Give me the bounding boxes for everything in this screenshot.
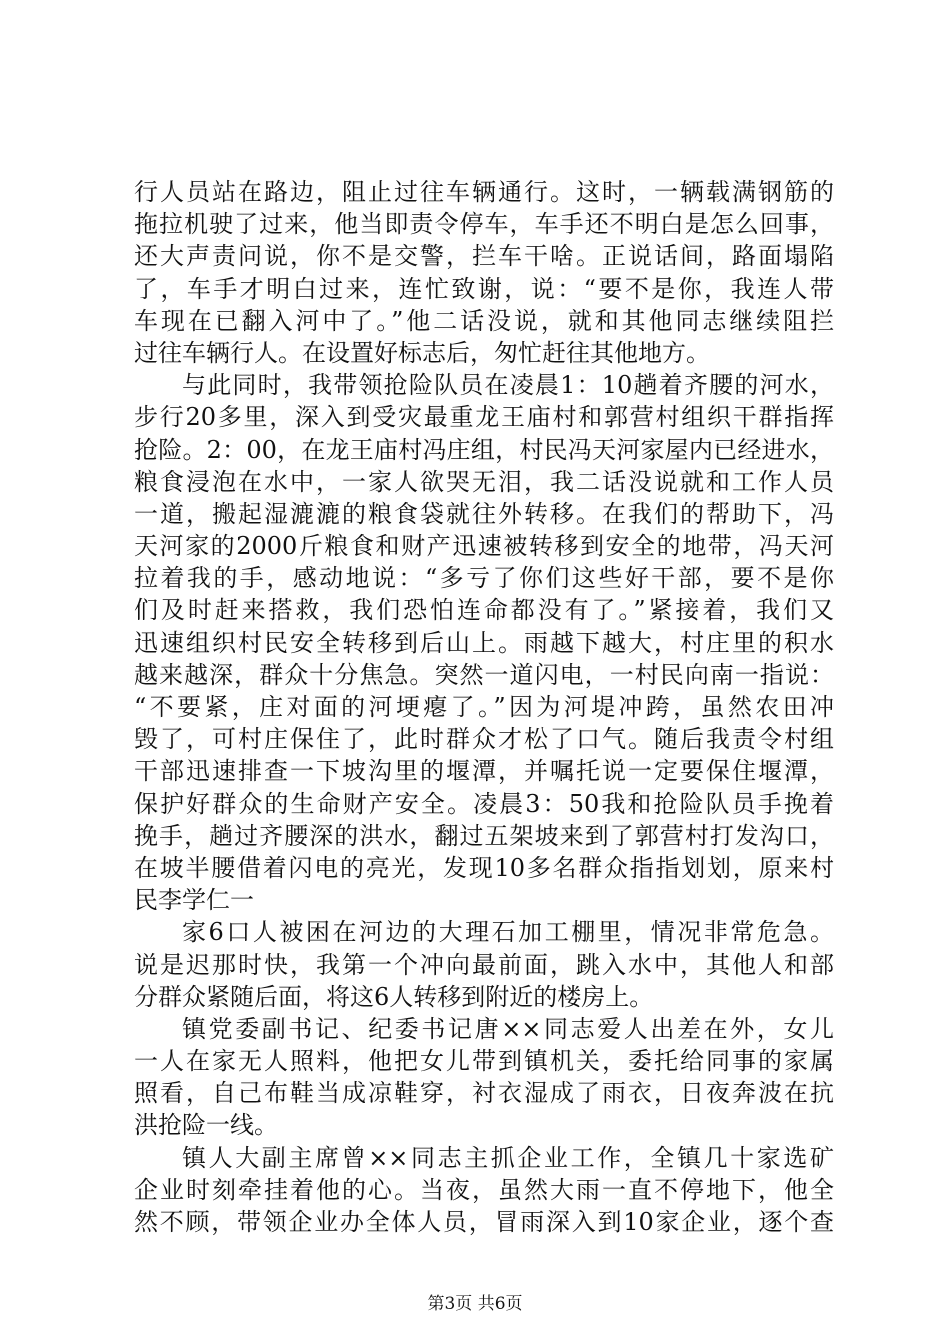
text-line: 拉着我的手，感动地说：“多亏了你们这些好干部，要不是你	[134, 564, 834, 593]
text-line: 粮食浸泡在水中，一家人欲哭无泪，我二话没说就和工作人员	[134, 467, 834, 496]
text-line: 企业时刻牵挂着他的心。当夜，虽然大雨一直不停地下，他全	[134, 1175, 834, 1204]
text-line: 民李学仁一	[134, 886, 254, 915]
text-line: 拖拉机驶了过来，他当即责令停车，车手还不明白是怎么回事，	[134, 210, 834, 239]
text-line: 保护好群众的生命财产安全。凌晨3：50我和抢险队员手挽着	[134, 789, 834, 818]
paragraph	[134, 916, 834, 1013]
paragraph	[134, 369, 834, 916]
text-line: 毁了，可村庄保住了，此时群众才松了口气。随后我责令村组	[134, 725, 834, 754]
text-line: 步行20多里，深入到受灾最重龙王庙村和郭营村组织干群指挥	[134, 403, 834, 432]
text-line: 车现在已翻入河中了。”他二话没说，就和其他同志继续阻拦	[134, 306, 834, 335]
text-line: “不要紧，庄对面的河埂瘪了。”因为河堤冲跨，虽然农田冲	[134, 693, 834, 721]
text-line: 家6口人被困在河边的大理石加工棚里，情况非常危急。	[182, 918, 834, 947]
text-line: 了，车手才明白过来，连忙致谢，说：“要不是你，我连人带	[134, 274, 834, 303]
text-line: 抢险。2：00，在龙王庙村冯庄组，村民冯天河家屋内已经进水，	[134, 435, 834, 464]
text-line: 一道，搬起湿漉漉的粮食袋就往外转移。在我们的帮助下，冯	[134, 499, 834, 528]
text-line: 干部迅速排查一下坡沟里的堰潭，并嘱托说一定要保住堰潭，	[134, 757, 834, 786]
text-line: 们及时赶来搭救，我们恐怕连命都没有了。”紧接着，我们又	[134, 596, 834, 625]
text-line: 过往车辆行人。在设置好标志后，匆忙赶往其他地方。	[134, 338, 710, 367]
text-line: 镇党委副书记、纪委书记唐××同志爱人出差在外，女儿	[182, 1014, 834, 1043]
paragraph	[134, 176, 834, 369]
text-line: 照看，自己布鞋当成凉鞋穿，衬衣湿成了雨衣，日夜奔波在抗	[134, 1079, 834, 1108]
text-line: 天河家的2000斤粮食和财产迅速被转移到安全的地带，冯天河	[134, 532, 834, 561]
text-line: 镇人大副主席曾××同志主抓企业工作，全镇几十家选矿	[182, 1143, 834, 1172]
text-line: 在坡半腰借着闪电的亮光，发现10多名群众指指划划，原来村	[134, 853, 834, 882]
text-line: 行人员站在路边，阻止过往车辆通行。这时，一辆载满钢筋的	[134, 178, 834, 206]
text-line: 与此同时，我带领抢险队员在凌晨1：10趟着齐腰的河水，	[182, 371, 834, 400]
text-line: 洪抢险一线。	[134, 1111, 278, 1140]
text-line: 分群众紧随后面，将这6人转移到附近的楼房上。	[134, 982, 654, 1011]
document-body	[134, 176, 834, 1238]
text-line: 挽手，趟过齐腰深的洪水，翻过五架坡来到了郭营村打发沟口，	[134, 821, 834, 850]
text-line: 还大声责问说，你不是交警，拦车干啥。正说话间，路面塌陷	[134, 242, 834, 271]
text-line: 一人在家无人照料，他把女儿带到镇机关，委托给同事的家属	[134, 1047, 834, 1076]
text-line: 然不顾，带领企业办全体人员，冒雨深入到10家企业，逐个查	[134, 1208, 834, 1236]
paragraph	[134, 1142, 834, 1239]
text-line: 迅速组织村民安全转移到后山上。雨越下越大，村庄里的积水	[134, 628, 834, 657]
text-line: 越来越深，群众十分焦急。突然一道闪电，一村民向南一指说：	[134, 660, 834, 689]
paragraph	[134, 1013, 834, 1142]
page-footer: 第3页 共6页	[427, 1294, 523, 1314]
text-line: 说是迟那时快，我第一个冲向最前面，跳入水中，其他人和部	[134, 950, 834, 979]
